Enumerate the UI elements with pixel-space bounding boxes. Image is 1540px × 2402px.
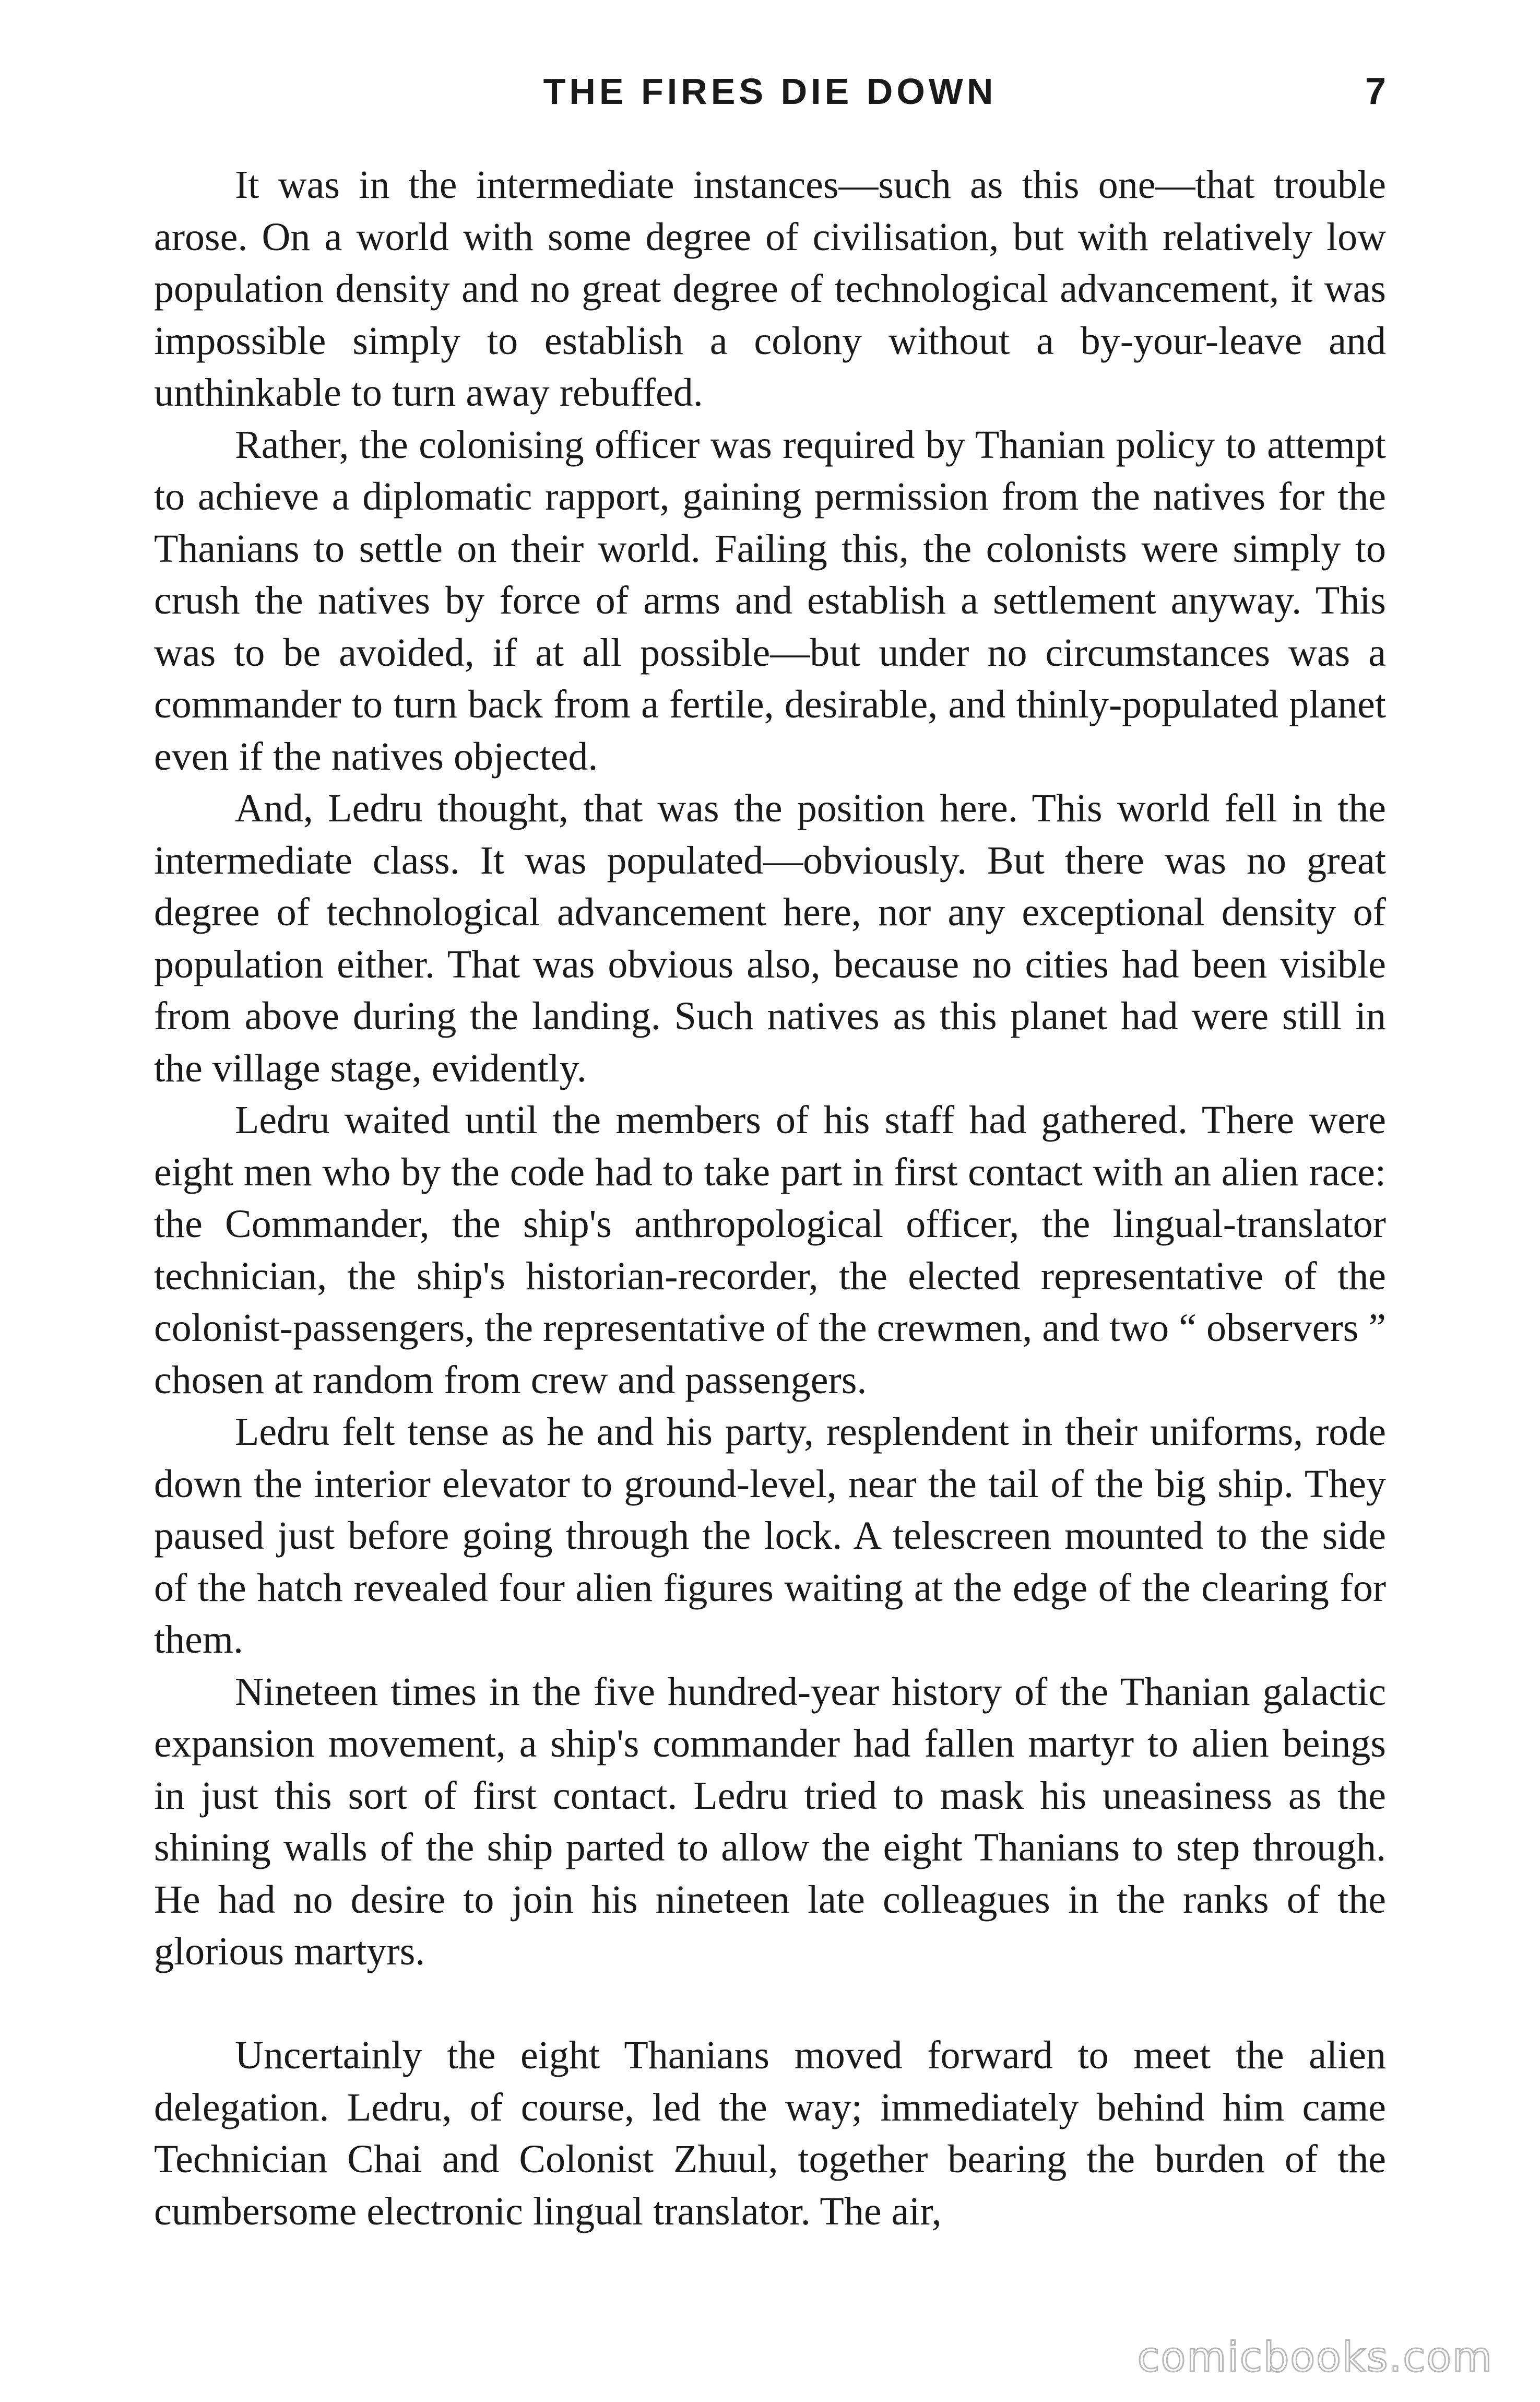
watermark: comicbooks.com — [1137, 2334, 1493, 2381]
paragraph-6: Nineteen times in the five hundred-year history of the Thanian galactic expansion movement, a ship's commander had fallen martyr to alien beings in just this sort of first contact. Ledru tried to mask his uneasiness as the shining walls of the ship parted to allow the eight Thanians to step through. He had no desire to join his nineteen late colleagues in the ranks of the glorious martyrs. — [154, 1669, 1386, 1973]
body-text — [154, 159, 1386, 2238]
running-title: THE FIRES DIE DOWN — [543, 71, 997, 112]
paragraph-5: Ledru felt tense as he and his party, resplendent in their uniforms, rode down the interior elevator to ground-level, near the tail of the big ship. They paused just before going through the lock. A telescreen mounted to the side of the hatch revealed four alien figures waiting at the edge of the clearing for them. — [154, 1410, 1386, 1662]
paragraph-1: It was in the intermediate instances—such as this one—that trouble arose. On a world with some degree of civilisation, but with relatively low population density and no great degree of technological advancement, it was impossible simply to establish a colony without a by-your-leave and unthinkable to turn away rebuffed. — [154, 163, 1386, 415]
paragraph-4: Ledru waited until the members of his staff had gathered. There were eight men who by the code had to take part in first contact with an alien race: the Commander, the ship's anthropological officer, the lingual-translator technician, the ship's historian-recorder, the elected representative of the colonist-passengers, the representative of the crewmen, and two “ observers ” chosen at random from crew and passengers. — [154, 1098, 1386, 1402]
page-number: 7 — [1365, 70, 1386, 112]
paragraph-2: Rather, the colonising officer was required by Thanian policy to attempt to achieve a diplomatic rapport, gaining permission from the natives for the Thanians to settle on their world. Failing this, the colonists were simply to crush the natives by force of arms and establish a settlement anyway. This was to be avoided, if at all possible—but under no circumstances was a commander to turn back from a fertile, desirable, and thinly-populated planet even if the natives objected. — [154, 422, 1386, 779]
paragraph-7: Uncertainly the eight Thanians moved forward to meet the alien delegation. Ledru, of course, led the way; immediately behind him came Technician Chai and Colonist Zhuul, together bearing the burden of the cumbersome electronic lingual translator. The air, — [154, 2033, 1386, 2233]
running-head — [154, 63, 1386, 120]
paragraph-3: And, Ledru thought, that was the position here. This world fell in the intermediate class. It was populated—obviously. But there was no great degree of technological advancement here, nor any exceptional density of population either. That was obvious also, because no cities had been visible from above during the landing. Such natives as this planet had were still in the village stage, evidently. — [154, 786, 1386, 1090]
